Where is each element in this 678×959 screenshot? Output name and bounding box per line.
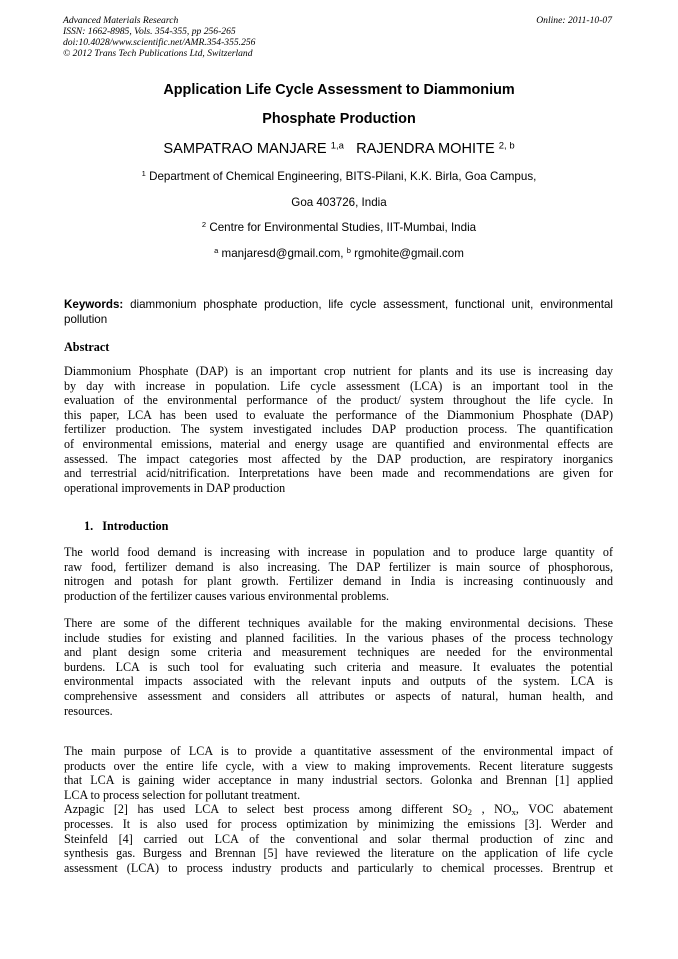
intro-paragraph-1 [64,545,613,603]
text-line: assessed. The impact categories most affected by the DAP production, are respiratory inorganics [64,451,613,466]
text-line: of environmental emissions, material and energy usage are quantified and environmental effects are [64,436,613,451]
affiliation-1-line-1: $^1$ Department of Chemical Engineering, BITS-Pilani, K.K. Birla, Goa Campus, [141,169,537,183]
section-title: Introduction [102,519,169,533]
text-line: and terrestrial acid/nitrification. Interpretations have been made and recommendations are given for [64,466,613,481]
text-line: include studies for existing and planned facilities. In the various phases of the process technology [64,630,613,645]
author-emails: $^a$ manjaresd@gmail.com, $^b$ rgmohite@gmail.com [214,246,464,260]
text-line: assessment (LCA) to process industry products and particularly to chemical processes. Brentrup et [64,860,613,875]
paper-title-line-1: Application Life Cycle Assessment to Diammonium [163,82,515,98]
email-b: rgmohite@gmail.com [354,247,464,260]
section-number: 1. [84,519,94,533]
text-line: Diammonium Phosphate (DAP) is an important crop nutrient for plants and its use is increasing day [64,364,613,378]
text-line: evaluation of the environmental performance of the product/ system throughout the life cycle. In [64,393,613,408]
text-line: this paper, LCA has been used to evaluate the performance of the Diammonium Phosphate (DAP) [64,407,613,422]
text-line: environmental impacts associated with the relevant inputs and outputs of the system. LCA is [64,674,613,689]
keywords-text: diammonium phosphate production, life cycle assessment, functional unit, environmental pollution [64,298,613,326]
author-2-affiliation-mark: 2, b [498,140,515,152]
keywords-label: Keywords: [64,298,124,311]
author-line [0,141,678,157]
doi-line: doi:10.4028/www.scientific.net/AMR.354-355.256 [63,37,256,48]
text-line: Azpagic [2] has used LCA to select best process among different $SO_2$ , $NO_x$, VOC abatement [64,802,613,818]
affiliation-2-mark: 2 [201,220,207,230]
text-line: fertilizer production. The system investigated includes DAP production process. The quantification [64,422,613,437]
text-line: raw food, fertilizer demand is also increasing. The DAP fertilizer is main source of phosphorous, [64,559,613,574]
email-a: manjaresd@gmail.com, [221,247,344,260]
intro-paragraph-2 [64,616,613,718]
author-1: SAMPATRAO MANJARE [163,141,327,157]
author-1-affiliation-mark: 1,a [330,140,344,152]
text-line: production of the fertilizer causes various environmental problems. [64,588,390,603]
intro-paragraph-3 [64,744,613,875]
paper-title-line-2: Phosphate Production [262,111,416,127]
affiliation-1-mark: 1 [141,169,146,179]
abstract-heading: Abstract [64,340,110,354]
copyright-line: © 2012 Trans Tech Publications Ltd, Switzerland [63,48,253,59]
text-line: comprehensive assessment and considers all attributes or aspects of natural, human health, and [64,688,613,703]
text-line: The main purpose of LCA is to provide a quantitative assessment of the environmental impact of [64,744,613,758]
text-line: burdens. LCA is such tool for evaluating such criteria and measure. It evaluates the potential [64,659,613,674]
affiliation-1-line-2: Goa 403726, India [291,196,387,209]
journal-name: Advanced Materials Research [63,15,179,26]
introduction-heading [84,519,168,534]
text-line: products over the entire life cycle, with a view to making improvements. Recent literature suggests [64,758,613,773]
keywords [64,297,613,327]
text-line: nitrogen and potash for plant growth. Fertilizer demand in India is increasing continuously and [64,574,613,589]
text-line: that LCA is gaining wider acceptance in many industrial sectors. Golonka and Brennan [1] applied [64,773,613,788]
text-line: by day with increase in population. Life cycle assessment (LCA) is an important tool in the [64,378,613,393]
text-line: LCA to process selection for pollutant treatment. [64,787,301,802]
text-line: There are some of the different techniques available for the making environmental decisions. These [64,616,613,630]
journal-header [63,15,255,59]
text-line: resources. [64,703,113,718]
text-line: processes. It is also used for process optimization by minimizing the emissions [3]. Werder and [64,816,613,831]
abstract-text [64,364,613,495]
text-line: operational improvements in DAP production [64,480,286,495]
text-line: The world food demand is increasing with increase in population and to produce large quantity of [64,545,613,559]
affiliation-2: $^2$ Centre for Environmental Studies, IIT-Mumbai, India [201,220,477,234]
online-date: Online: 2011-10-07 [536,15,612,26]
text-line: synthesis gas. Burgess and Brennan [5] have reviewed the literature on the application of life cycle [64,846,613,861]
issn-line: ISSN: 1662-8985, Vols. 354-355, pp 256-265 [63,26,236,37]
text-line: and plant design some criteria and measurement techniques are needed for the environmental [64,645,613,660]
text-line: Steinfeld [4] carried out LCA of the conventional and solar thermal production of zinc and [64,831,613,846]
author-2: RAJENDRA MOHITE [356,141,495,157]
